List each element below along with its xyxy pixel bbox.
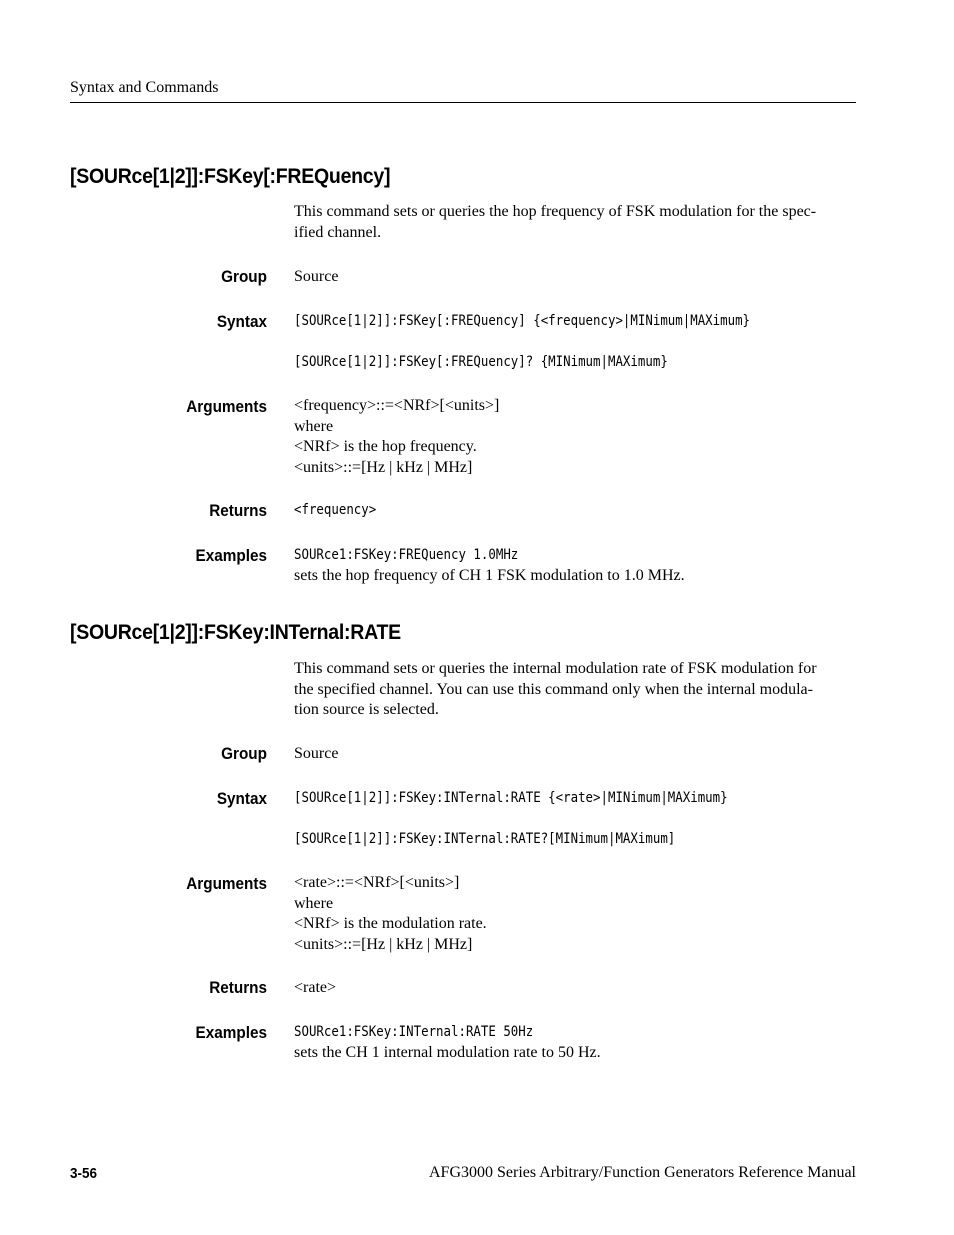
command-description: This command sets or queries the internal modulation rate of FSK modulation for the specified channel. You can use this command only when the internal modula- tion source is selected.	[294, 660, 817, 718]
returns-label: Returns	[209, 978, 267, 997]
examples-label: Examples	[195, 546, 267, 565]
example-code: SOURce1:FSKey:INTernal:RATE 50Hz	[294, 1024, 534, 1040]
syntax-query: [SOURce[1|2]]:FSKey:INTernal:RATE?[MINimum|MAXimum]	[294, 831, 676, 847]
returns-label: Returns	[209, 501, 267, 520]
arguments-block: <frequency>::=<NRf>[<units>] where <NRf> is the hop frequency. <units>::=[Hz | kHz | MHz]	[294, 397, 500, 476]
group-value: Source	[294, 745, 339, 762]
group-label: Group	[221, 267, 267, 286]
returns-value: <rate>	[294, 979, 337, 996]
example-description: sets the hop frequency of CH 1 FSK modulation to 1.0 MHz.	[294, 567, 685, 584]
page-number: 3-56	[70, 1165, 98, 1182]
arguments-block: <rate>::=<NRf>[<units>] where <NRf> is the modulation rate. <units>::=[Hz | kHz | MHz]	[294, 874, 487, 953]
example-code: SOURce1:FSKey:FREQuency 1.0MHz	[294, 547, 519, 563]
syntax-label: Syntax	[216, 789, 267, 808]
header-rule	[70, 102, 856, 103]
examples-label: Examples	[195, 1023, 267, 1042]
syntax-set: [SOURce[1|2]]:FSKey:INTernal:RATE {<rate>|MINimum|MAXimum}	[294, 790, 728, 806]
command-title: [SOURce[1|2]]:FSKey[:FREQuency]	[70, 165, 391, 188]
arguments-label: Arguments	[186, 874, 267, 893]
command-title: [SOURce[1|2]]:FSKey:INTernal:RATE	[70, 621, 401, 644]
manual-title: AFG3000 Series Arbitrary/Function Generators Reference Manual	[429, 1164, 856, 1181]
command-description: This command sets or queries the hop frequency of FSK modulation for the spec- ified channel.	[294, 203, 817, 241]
syntax-query: [SOURce[1|2]]:FSKey[:FREQuency]? {MINimum|MAXimum}	[294, 354, 668, 370]
arguments-label: Arguments	[186, 397, 267, 416]
group-label: Group	[221, 744, 267, 763]
group-value: Source	[294, 268, 339, 285]
running-header: Syntax and Commands	[70, 79, 219, 96]
returns-value: <frequency>	[294, 502, 377, 518]
syntax-set: [SOURce[1|2]]:FSKey[:FREQuency] {<frequency>|MINimum|MAXimum}	[294, 313, 751, 329]
example-description: sets the CH 1 internal modulation rate to 50 Hz.	[294, 1044, 601, 1061]
syntax-label: Syntax	[216, 312, 267, 331]
